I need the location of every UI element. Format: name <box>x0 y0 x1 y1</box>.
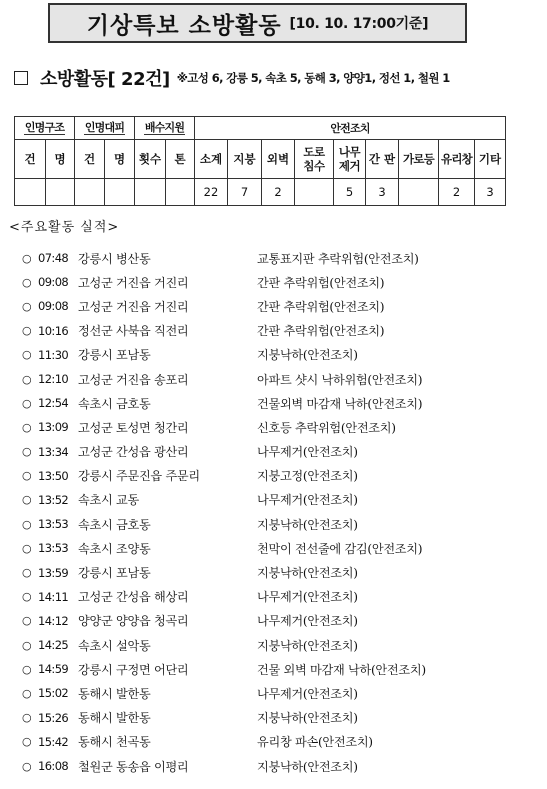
activities-heading: <주요활동 실적> <box>9 220 120 235</box>
table-cell <box>399 179 439 206</box>
activity-location: 동해시 발한동 <box>78 686 151 701</box>
group-evacuation: 인명대피 <box>75 117 135 140</box>
table-cell <box>105 179 135 206</box>
bullet-icon: ○ <box>22 541 32 555</box>
activity-time: 07:48 <box>38 251 69 266</box>
activity-time: 13:52 <box>38 492 69 507</box>
col-header: 횟수 <box>135 140 166 179</box>
col-header-road-flood: 도로 침수 <box>295 140 334 179</box>
list-item <box>22 415 426 439</box>
col-header-tree-removal: 나무 제거 <box>334 140 366 179</box>
col-header: 지붕 <box>228 140 262 179</box>
list-item <box>22 536 426 560</box>
table-cell: 3 <box>366 179 399 206</box>
activity-stats-table <box>14 116 506 206</box>
table-cell <box>46 179 75 206</box>
activity-location: 속초시 설악동 <box>78 638 151 653</box>
activity-description: 지붕낙하(안전조치) <box>257 517 358 532</box>
bullet-icon: ○ <box>22 662 32 676</box>
activity-time: 16:08 <box>38 759 69 774</box>
list-item <box>22 657 426 681</box>
activity-location: 속초시 교동 <box>78 493 139 508</box>
col-header: 명 <box>105 140 135 179</box>
section-header <box>14 66 544 90</box>
page-subtitle: [10. 10. 17:00기준] <box>289 16 429 32</box>
table-cell: 2 <box>262 179 295 206</box>
activity-description: 교통표지판 추락위험(안전조치) <box>257 251 419 266</box>
activity-time: 12:10 <box>38 372 69 387</box>
activity-location: 속초시 금호동 <box>78 517 151 532</box>
bullet-icon: ○ <box>22 686 32 700</box>
list-item <box>22 754 426 778</box>
list-item <box>22 512 426 536</box>
col-header: 유리창 <box>439 140 475 179</box>
activity-time: 12:54 <box>38 396 69 411</box>
activity-location: 강릉시 병산동 <box>78 251 151 266</box>
list-item <box>22 633 426 657</box>
list-item <box>22 706 426 730</box>
activity-description: 건물외벽 마감재 낙하(안전조치) <box>257 396 423 411</box>
activity-description: 건물 외벽 마감재 낙하(안전조치) <box>257 662 426 677</box>
activity-time: 15:02 <box>38 686 69 701</box>
list-item <box>22 560 426 584</box>
activity-description: 지붕낙하(안전조치) <box>257 711 358 726</box>
activity-description: 간판 추락위험(안전조치) <box>257 324 385 339</box>
bullet-icon: ○ <box>22 711 32 725</box>
list-item <box>22 246 426 270</box>
activity-time: 10:16 <box>38 323 69 338</box>
bullet-icon: ○ <box>22 566 32 580</box>
activity-description: 나무제거(안전조치) <box>257 493 358 508</box>
activity-list <box>22 246 426 778</box>
table-cell: 5 <box>334 179 366 206</box>
bullet-icon: ○ <box>22 590 32 604</box>
activity-description: 천막이 전선줄에 감김(안전조치) <box>257 541 423 556</box>
list-item <box>22 270 426 294</box>
col-header: 건 <box>15 140 46 179</box>
col-header: 가로등 <box>399 140 439 179</box>
list-item <box>22 367 426 391</box>
title-box <box>48 3 467 43</box>
checkbox-icon <box>14 71 28 85</box>
table-cell <box>135 179 166 206</box>
activity-time: 13:50 <box>38 468 69 483</box>
activity-time: 15:26 <box>38 710 69 725</box>
col-header: 톤 <box>166 140 195 179</box>
activity-description: 나무제거(안전조치) <box>257 590 358 605</box>
activity-location: 고성군 거진읍 거진리 <box>78 275 189 290</box>
bullet-icon: ○ <box>22 251 32 265</box>
activity-location: 강릉시 포남동 <box>78 348 151 363</box>
activity-time: 15:42 <box>38 734 69 749</box>
bullet-icon: ○ <box>22 493 32 507</box>
activity-location: 강릉시 주문진읍 주문리 <box>78 469 200 484</box>
values-row <box>15 179 506 206</box>
activity-time: 14:12 <box>38 613 69 628</box>
activity-description: 아파트 샷시 낙하위험(안전조치) <box>257 372 423 387</box>
table-cell: 2 <box>439 179 475 206</box>
activity-location: 고성군 간성읍 광산리 <box>78 445 189 460</box>
bullet-icon: ○ <box>22 735 32 749</box>
col-header: 소계 <box>195 140 228 179</box>
table-cell: 3 <box>475 179 506 206</box>
table-cell: 22 <box>195 179 228 206</box>
activity-description: 지붕낙하(안전조치) <box>257 759 358 774</box>
table-cell: 7 <box>228 179 262 206</box>
bullet-icon: ○ <box>22 396 32 410</box>
list-item <box>22 488 426 512</box>
group-rescue: 인명구조 <box>15 117 75 140</box>
activity-description: 간판 추락위험(안전조치) <box>257 299 385 314</box>
col-header: 기타 <box>475 140 506 179</box>
table-cell <box>166 179 195 206</box>
bullet-icon: ○ <box>22 469 32 483</box>
col-header: 건 <box>75 140 105 179</box>
list-item <box>22 343 426 367</box>
activity-location: 고성군 거진읍 거진리 <box>78 299 189 314</box>
activity-description: 나무제거(안전조치) <box>257 445 358 460</box>
activity-time: 09:08 <box>38 299 69 314</box>
activity-location: 양양군 양양읍 청곡리 <box>78 614 189 629</box>
activity-description: 나무제거(안전조치) <box>257 686 358 701</box>
section-note: ※고성 6, 강릉 5, 속초 5, 동해 3, 양양1, 정선 1, 철원 1 <box>176 71 450 85</box>
activity-description: 지붕낙하(안전조치) <box>257 348 358 363</box>
activity-description: 지붕고정(안전조치) <box>257 469 358 484</box>
activity-location: 속초시 조양동 <box>78 541 151 556</box>
activity-location: 강릉시 포남동 <box>78 566 151 581</box>
activity-time: 13:53 <box>38 517 69 532</box>
activity-description: 신호등 추락위험(안전조치) <box>257 420 396 435</box>
table-cell <box>75 179 105 206</box>
list-item <box>22 681 426 705</box>
list-item <box>22 440 426 464</box>
group-safety: 안전조치 <box>195 117 506 140</box>
table-cell <box>295 179 334 206</box>
col-header: 외벽 <box>262 140 295 179</box>
table-cell <box>15 179 46 206</box>
activity-description: 나무제거(안전조치) <box>257 614 358 629</box>
activity-time: 13:53 <box>38 541 69 556</box>
col-header: 간 판 <box>366 140 399 179</box>
activity-location: 철원군 동송읍 이평리 <box>78 759 189 774</box>
col-header: 명 <box>46 140 75 179</box>
activity-location: 고성군 간성읍 해상리 <box>78 590 189 605</box>
activity-time: 14:59 <box>38 662 69 677</box>
activity-location: 속초시 금호동 <box>78 396 151 411</box>
activity-time: 11:30 <box>38 347 69 362</box>
activity-time: 13:59 <box>38 565 69 580</box>
bullet-icon: ○ <box>22 372 32 386</box>
activity-location: 동해시 천곡동 <box>78 735 151 750</box>
activity-description: 지붕낙하(안전조치) <box>257 566 358 581</box>
list-item <box>22 585 426 609</box>
bullet-icon: ○ <box>22 348 32 362</box>
bullet-icon: ○ <box>22 517 32 531</box>
list-item <box>22 294 426 318</box>
activity-location: 강릉시 구정면 어단리 <box>78 662 189 677</box>
bullet-icon: ○ <box>22 614 32 628</box>
activity-time: 14:11 <box>38 589 69 604</box>
activity-description: 유리창 파손(안전조치) <box>257 735 373 750</box>
activity-time: 09:08 <box>38 275 69 290</box>
bullet-icon: ○ <box>22 299 32 313</box>
list-item <box>22 730 426 754</box>
bullet-icon: ○ <box>22 759 32 773</box>
list-item <box>22 391 426 415</box>
activity-location: 고성군 거진읍 송포리 <box>78 372 189 387</box>
list-item <box>22 609 426 633</box>
activity-location: 동해시 발한동 <box>78 711 151 726</box>
activity-description: 간판 추락위험(안전조치) <box>257 275 385 290</box>
activity-location: 정선군 사북읍 직전리 <box>78 324 189 339</box>
bullet-icon: ○ <box>22 275 32 289</box>
activity-location: 고성군 토성면 청간리 <box>78 420 189 435</box>
bullet-icon: ○ <box>22 420 32 434</box>
section-title: 소방활동[ 22건] <box>40 69 170 90</box>
activity-description: 지붕낙하(안전조치) <box>257 638 358 653</box>
group-drainage: 배수지원 <box>135 117 195 140</box>
bullet-icon: ○ <box>22 638 32 652</box>
bullet-icon: ○ <box>22 445 32 459</box>
activity-time: 13:34 <box>38 444 69 459</box>
activity-time: 14:25 <box>38 638 69 653</box>
activity-time: 13:09 <box>38 420 69 435</box>
list-item <box>22 464 426 488</box>
page-title: 기상특보 소방활동 <box>86 12 282 39</box>
list-item <box>22 319 426 343</box>
bullet-icon: ○ <box>22 324 32 338</box>
